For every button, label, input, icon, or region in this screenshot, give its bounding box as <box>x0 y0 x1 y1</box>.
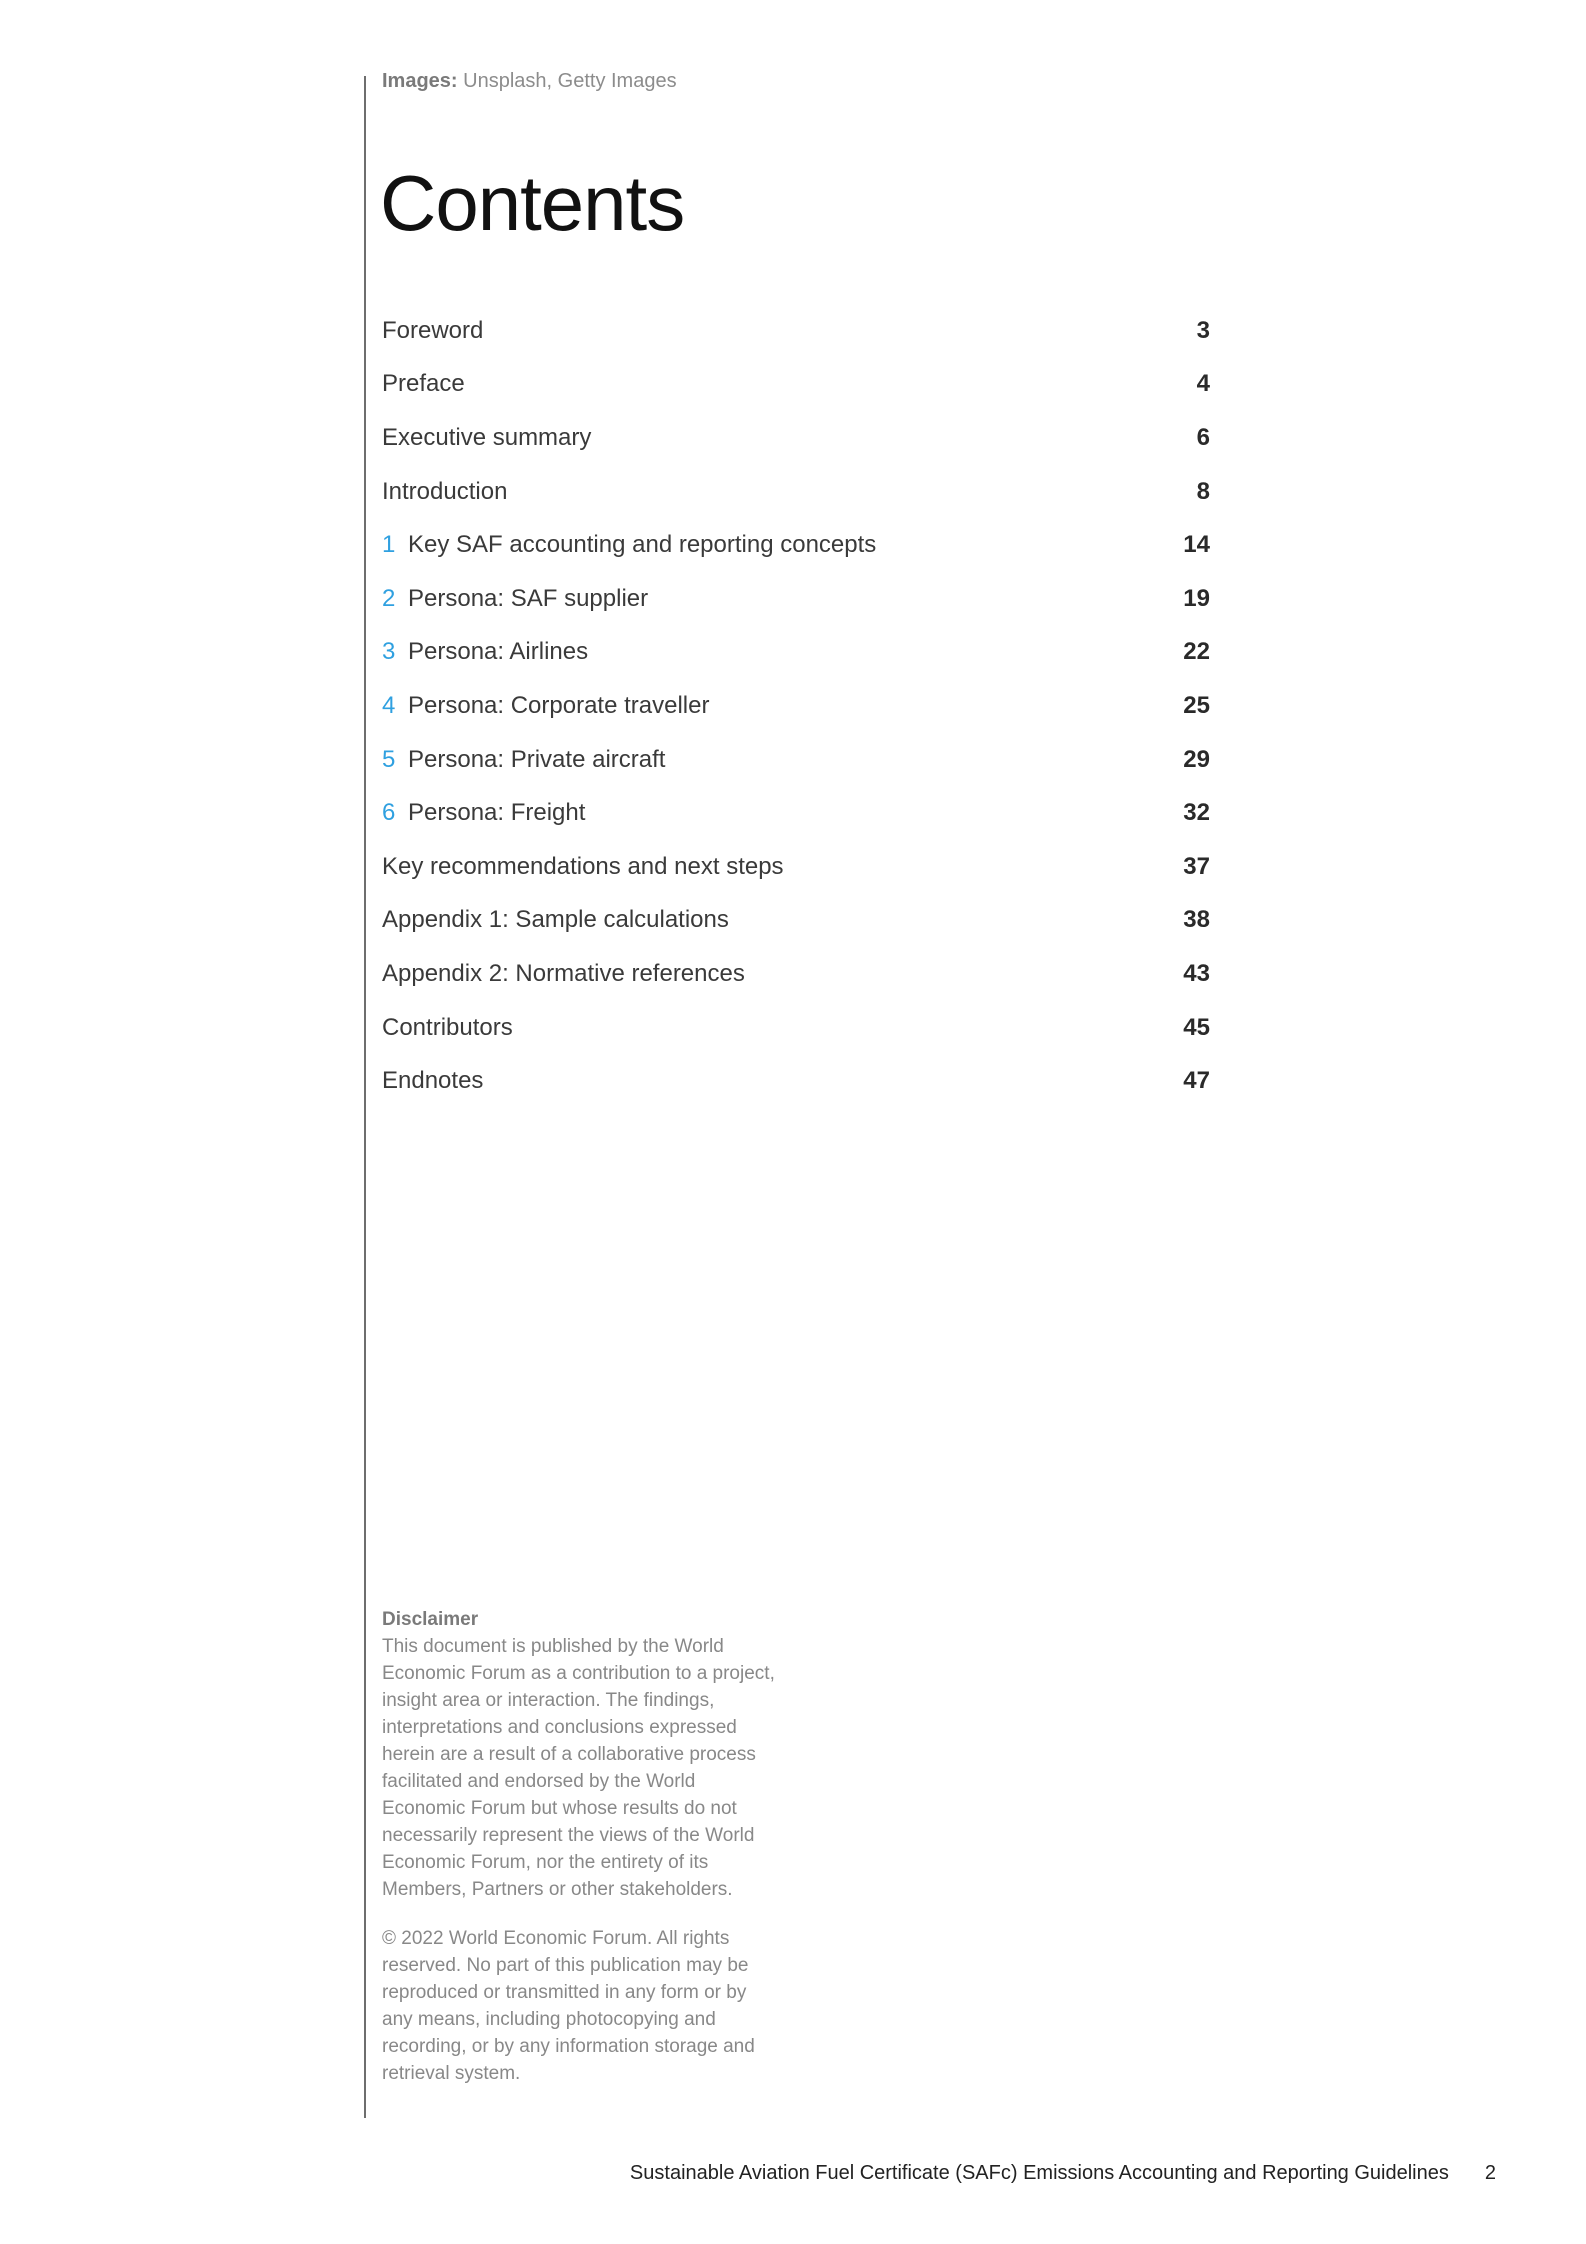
toc-entry[interactable] <box>382 1001 1210 1055</box>
toc-entry-number: 3 <box>382 638 396 666</box>
toc-entry-title: Executive summary <box>382 423 592 451</box>
footer-page-number: 2 <box>1484 2162 1496 2184</box>
disclaimer-body: This document is published by the World Economic Forum as a contribution to a project, insight area or interaction. The findings, interpretations and conclusions expressed herein are a result of a collaborative process facilitated and endorsed by the World Economic Forum but whose results do not necessarily represent the views of the World Economic Forum, nor the entirety of its Members, Partners or other stakeholders. <box>382 1636 775 1900</box>
vertical-rule <box>364 76 366 2118</box>
toc-entry[interactable] <box>382 626 1210 680</box>
toc-entry-number: 2 <box>382 584 396 612</box>
toc-entry-page: 29 <box>1183 745 1210 773</box>
disclaimer <box>382 1606 782 2087</box>
toc-entry-page: 4 <box>1196 370 1210 398</box>
toc-entry-title: Appendix 1: Sample calculations <box>382 906 729 934</box>
toc-entry[interactable] <box>382 465 1210 519</box>
toc-entry[interactable] <box>382 358 1210 412</box>
toc-entry[interactable] <box>382 572 1210 626</box>
toc-entry-page: 47 <box>1183 1067 1210 1095</box>
toc-entry[interactable] <box>382 1054 1210 1108</box>
toc-entry-number: 4 <box>382 691 396 719</box>
toc-entry-page: 25 <box>1183 691 1210 719</box>
toc-entry-page: 45 <box>1183 1013 1210 1041</box>
toc-entry[interactable] <box>382 733 1210 787</box>
toc-entry[interactable] <box>382 840 1210 894</box>
toc-entry-title: Persona: Airlines <box>408 638 589 666</box>
toc-entry-page: 32 <box>1183 799 1210 827</box>
toc-entry-title: Endnotes <box>382 1067 484 1095</box>
toc-entry-title: Persona: Corporate traveller <box>408 691 710 719</box>
image-credits <box>382 70 677 93</box>
toc-entry-title: Introduction <box>382 477 508 505</box>
toc-entry-page: 37 <box>1183 852 1210 880</box>
toc-entry-page: 14 <box>1183 531 1210 559</box>
toc-entry-title: Contributors <box>382 1013 513 1041</box>
toc-entry[interactable] <box>382 786 1210 840</box>
toc-entry-number: 5 <box>382 745 396 773</box>
disclaimer-heading: Disclaimer <box>382 1609 479 1630</box>
toc-entry-page: 43 <box>1183 959 1210 987</box>
toc-entry-title: Persona: SAF supplier <box>408 584 649 612</box>
toc-entry-page: 19 <box>1183 584 1210 612</box>
toc-entry-number: 1 <box>382 531 396 559</box>
toc-entry[interactable] <box>382 947 1210 1001</box>
toc-entry-title: Preface <box>382 370 465 398</box>
toc-entry-title: Key SAF accounting and reporting concepts <box>408 531 877 559</box>
toc-entry-title: Persona: Freight <box>408 799 586 827</box>
toc-entry-title: Persona: Private aircraft <box>408 745 666 773</box>
toc-entry[interactable] <box>382 304 1210 358</box>
toc-entry-title: Appendix 2: Normative references <box>382 959 745 987</box>
toc-entry[interactable] <box>382 411 1210 465</box>
toc-entry[interactable] <box>382 518 1210 572</box>
toc-entry-page: 8 <box>1196 477 1210 505</box>
footer-document-title: Sustainable Aviation Fuel Certificate (SAFc) Emissions Accounting and Reporting Guidelines <box>629 2162 1449 2184</box>
toc-entry-title: Key recommendations and next steps <box>382 852 784 880</box>
toc-entry-number: 6 <box>382 799 396 827</box>
toc-entry[interactable] <box>382 894 1210 948</box>
credits-value: Unsplash, Getty Images <box>463 70 677 92</box>
toc-entry-page: 3 <box>1196 316 1210 344</box>
copyright-notice: © 2022 World Economic Forum. All rights reserved. No part of this publication may be reproduced or transmitted in any form or by any means, including photocopying and recording, or by any information storage and retrieval system. <box>382 1928 755 2084</box>
table-of-contents <box>382 304 1210 1108</box>
toc-entry-page: 6 <box>1196 423 1210 451</box>
toc-entry-page: 38 <box>1183 906 1210 934</box>
page-title: Contents <box>380 159 685 247</box>
toc-entry[interactable] <box>382 679 1210 733</box>
credits-label: Images: <box>382 70 458 92</box>
toc-entry-title: Foreword <box>382 316 484 344</box>
page-footer <box>630 2162 1496 2185</box>
toc-entry-page: 22 <box>1183 638 1210 666</box>
